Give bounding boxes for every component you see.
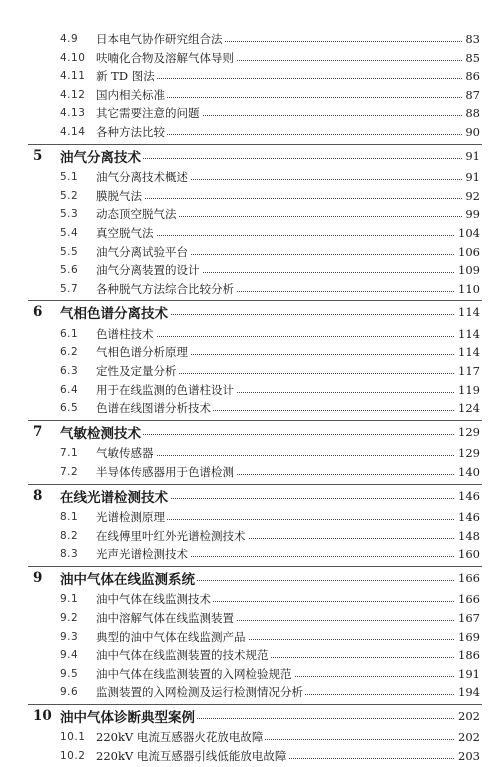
toc-chapter-entry[interactable] — [0, 567, 500, 589]
entry-page-number: 90 — [462, 125, 480, 139]
entry-number: 6.3 — [60, 365, 79, 377]
entry-page-number: 167 — [455, 611, 480, 625]
entry-title: 220kV 电流互感器引线低能放电故障 — [96, 749, 287, 763]
entry-title: 动态顶空脱气法 — [96, 207, 177, 222]
entry-title: 气敏传感器 — [96, 446, 154, 461]
entry-page-number: 166 — [455, 592, 480, 606]
entry-number: 8.3 — [60, 548, 79, 561]
entry-title: 定性及定量分析 — [96, 364, 177, 378]
entry-number: 7.1 — [60, 447, 79, 460]
entry-page-number: 117 — [455, 364, 480, 378]
entry-title: 国内相关标准 — [96, 87, 165, 102]
entry-title: 典型的油中气体在线监测产品 — [96, 629, 246, 644]
toc-chapter-entry[interactable] — [0, 421, 500, 443]
entry-page-number: 114 — [455, 305, 480, 319]
entry-number: 5 — [33, 147, 43, 164]
entry-number: 9.4 — [60, 649, 79, 662]
toc-section-entry[interactable] — [0, 121, 500, 143]
entry-page-number: 83 — [462, 32, 480, 46]
entry-number: 5.3 — [60, 208, 79, 221]
entry-number: 10.2 — [60, 750, 86, 762]
entry-page-number: 129 — [455, 446, 480, 460]
entry-number: 8.1 — [60, 511, 79, 523]
entry-number: 9 — [33, 569, 43, 586]
entry-page-number: 146 — [455, 489, 480, 503]
entry-page-number: 124 — [455, 401, 480, 415]
entry-page-number: 114 — [455, 327, 480, 341]
entry-title: 色谱在线图谱分析技术 — [96, 401, 211, 416]
toc-section-entry[interactable] — [0, 745, 500, 767]
entry-title: 油气分离装置的设计 — [96, 263, 200, 278]
entry-number: 9.5 — [60, 667, 79, 680]
toc-section-entry[interactable] — [0, 397, 500, 419]
entry-page-number: 140 — [455, 465, 480, 479]
entry-title: 新 TD 图法 — [96, 69, 155, 84]
entry-page-number: 129 — [455, 425, 480, 439]
entry-number: 9.1 — [60, 593, 79, 606]
entry-title: 用于在线监测的色谱柱设计 — [96, 382, 234, 397]
entry-number: 6 — [33, 304, 43, 321]
entry-title: 真空脱气法 — [96, 225, 154, 240]
entry-number: 6.2 — [60, 346, 79, 359]
entry-title: 各种方法比较 — [96, 125, 165, 139]
toc-chapter-entry[interactable] — [0, 485, 500, 507]
entry-title: 光谱检测原理 — [96, 510, 165, 524]
entry-page-number: 146 — [455, 510, 480, 524]
entry-title: 监测装置的入网检测及运行检测情况分析 — [96, 685, 303, 700]
entry-page-number: 88 — [462, 106, 480, 120]
entry-number: 9.2 — [60, 611, 79, 624]
entry-number: 7 — [33, 423, 43, 440]
entry-number: 5.5 — [60, 245, 79, 258]
entry-title: 油中溶解气体在线监测装置 — [96, 610, 234, 625]
entry-title: 其它需要注意的问题 — [96, 106, 200, 121]
entry-number: 8 — [33, 487, 43, 504]
toc-section-entry[interactable] — [0, 278, 500, 300]
entry-title: 油中气体在线监测装置的入网检验规范 — [96, 666, 292, 681]
entry-page-number: 202 — [455, 709, 480, 723]
toc-section-entry[interactable] — [0, 681, 500, 703]
entry-title: 油中气体在线监测技术 — [96, 592, 211, 607]
entry-title: 色谱柱技术 — [96, 326, 154, 341]
dot-leader — [96, 198, 462, 199]
entry-page-number: 91 — [462, 149, 480, 163]
entry-page-number: 104 — [455, 226, 480, 240]
toc-chapter-entry[interactable] — [0, 301, 500, 323]
entry-page-number: 114 — [455, 345, 480, 359]
entry-title: 各种脱气方法综合比较分析 — [96, 281, 234, 296]
entry-page-number: 87 — [462, 88, 480, 102]
entry-number: 9.6 — [60, 686, 79, 699]
entry-number: 9.3 — [60, 630, 79, 643]
entry-page-number: 202 — [455, 730, 480, 744]
entry-number: 4.13 — [60, 107, 86, 120]
entry-number: 4.12 — [60, 88, 86, 101]
entry-title: 在线光谱检测技术 — [60, 486, 170, 506]
entry-title: 油中气体在线监测装置的技术规范 — [96, 648, 269, 663]
entry-number: 5.4 — [60, 226, 79, 239]
entry-number: 10 — [33, 707, 52, 724]
entry-page-number: 191 — [455, 667, 480, 681]
entry-page-number: 166 — [455, 571, 480, 585]
entry-page-number: 106 — [455, 245, 480, 259]
entry-page-number: 194 — [455, 685, 480, 699]
toc-section-entry[interactable] — [0, 543, 500, 565]
entry-page-number: 86 — [462, 69, 480, 83]
entry-number: 5.7 — [60, 282, 79, 295]
entry-page-number: 109 — [455, 263, 480, 277]
toc-section-entry[interactable] — [0, 461, 500, 483]
entry-title: 油气分离技术 — [60, 146, 143, 166]
entry-title: 气敏检测技术 — [60, 422, 143, 442]
entry-number: 4.11 — [60, 70, 86, 83]
entry-title: 膜脱气法 — [96, 188, 142, 203]
toc-chapter-entry[interactable] — [0, 705, 500, 727]
entry-title: 油气分离试验平台 — [96, 244, 188, 259]
entry-number: 4.9 — [60, 33, 79, 45]
entry-title: 在线傅里叶红外光谱检测技术 — [96, 528, 246, 543]
entry-page-number: 186 — [455, 648, 480, 662]
entry-title: 油中气体诊断典型案例 — [60, 706, 197, 726]
entry-title: 半导体传感器用于色谱检测 — [96, 464, 234, 479]
entry-title: 气相色谱分离技术 — [60, 302, 170, 322]
entry-page-number: 91 — [462, 170, 480, 184]
entry-number: 10.1 — [60, 731, 86, 744]
entry-number: 6.4 — [60, 383, 79, 396]
entry-number: 5.1 — [60, 171, 79, 184]
toc-chapter-entry[interactable] — [0, 145, 500, 167]
entry-page-number: 92 — [462, 189, 480, 203]
entry-title: 日本电气协作研究组合法 — [96, 32, 223, 46]
entry-title: 220kV 电流互感器火花放电故障 — [96, 730, 264, 745]
entry-page-number: 148 — [455, 529, 480, 543]
entry-number: 6.5 — [60, 402, 79, 415]
entry-number: 8.2 — [60, 529, 79, 542]
entry-number: 4.10 — [60, 51, 86, 64]
entry-page-number: 160 — [455, 547, 480, 561]
entry-title: 油中气体在线监测系统 — [60, 568, 197, 588]
entry-number: 6.1 — [60, 327, 79, 340]
entry-page-number: 110 — [455, 282, 480, 296]
entry-page-number: 99 — [462, 207, 480, 221]
entry-title: 呋喃化合物及溶解气体导则 — [96, 50, 234, 65]
entry-page-number: 85 — [462, 51, 480, 65]
entry-page-number: 119 — [455, 383, 480, 397]
entry-title: 光声光谱检测技术 — [96, 547, 188, 562]
entry-title: 油气分离技术概述 — [96, 170, 188, 185]
entry-page-number: 169 — [455, 630, 480, 644]
entry-number: 5.6 — [60, 264, 79, 277]
entry-number: 7.2 — [60, 465, 79, 478]
entry-number: 4.14 — [60, 126, 86, 138]
entry-number: 5.2 — [60, 189, 79, 202]
entry-title: 气相色谱分析原理 — [96, 345, 188, 360]
entry-page-number: 203 — [455, 749, 480, 763]
